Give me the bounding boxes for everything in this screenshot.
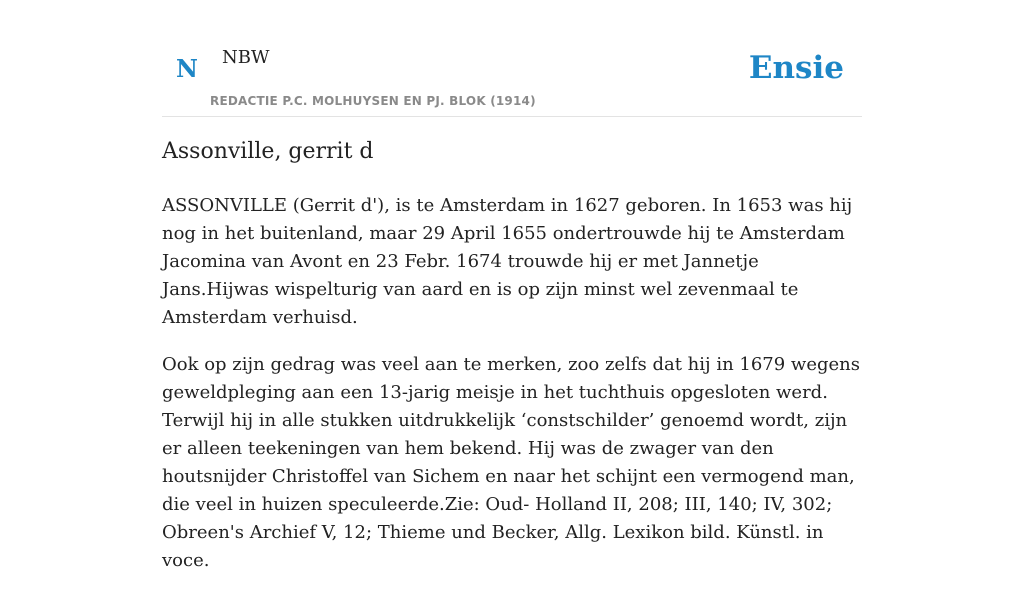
site-header bbox=[162, 0, 862, 117]
source-subtitle: REDACTIE P.C. MOLHUYSEN EN PJ. BLOK (1914) bbox=[210, 94, 536, 108]
article-paragraph: ASSONVILLE (Gerrit d'), is te Amsterdam in 1627 geboren. In 1653 was hij nog in het buitenland, maar 29 April 1655 ondertrouwde hij te Amsterdam Jacomina van Avont en 23 Febr. 1674 trouwde hij er met Jannetje Jans.Hijwas wispelturig van aard en is op zijn minst wel zevenmaal te Amsterdam verhuisd. bbox=[162, 195, 853, 328]
brand-logo-link[interactable]: Ensie bbox=[748, 50, 844, 86]
source-name[interactable]: NBW bbox=[222, 47, 270, 68]
article-body bbox=[162, 192, 862, 594]
article-paragraph: Ook op zijn gedrag was veel aan te merken, zoo zelfs dat hij in 1679 wegens geweldpleging aan een 13-jarig meisje in het tuchthuis opgesloten werd. Terwijl hij in alle stukken uitdrukkelijk ‘constschilder’ genoemd wordt, zijn er alleen teekeningen van hem bekend. Hij was de zwager van den houtsnijder Christoffel van Sichem en naar het schijnt een vermogend man, die veel in huizen speculeerde.Zie: Oud- Holland II, 208; III, 140; IV, 302; Obreen's Archief V, 12; Thieme und Becker, Allg. Lexikon bild. Künstl. in voce. bbox=[162, 354, 860, 571]
article-title: Assonville, gerrit d bbox=[162, 139, 374, 164]
source-logo[interactable]: N bbox=[176, 54, 198, 83]
